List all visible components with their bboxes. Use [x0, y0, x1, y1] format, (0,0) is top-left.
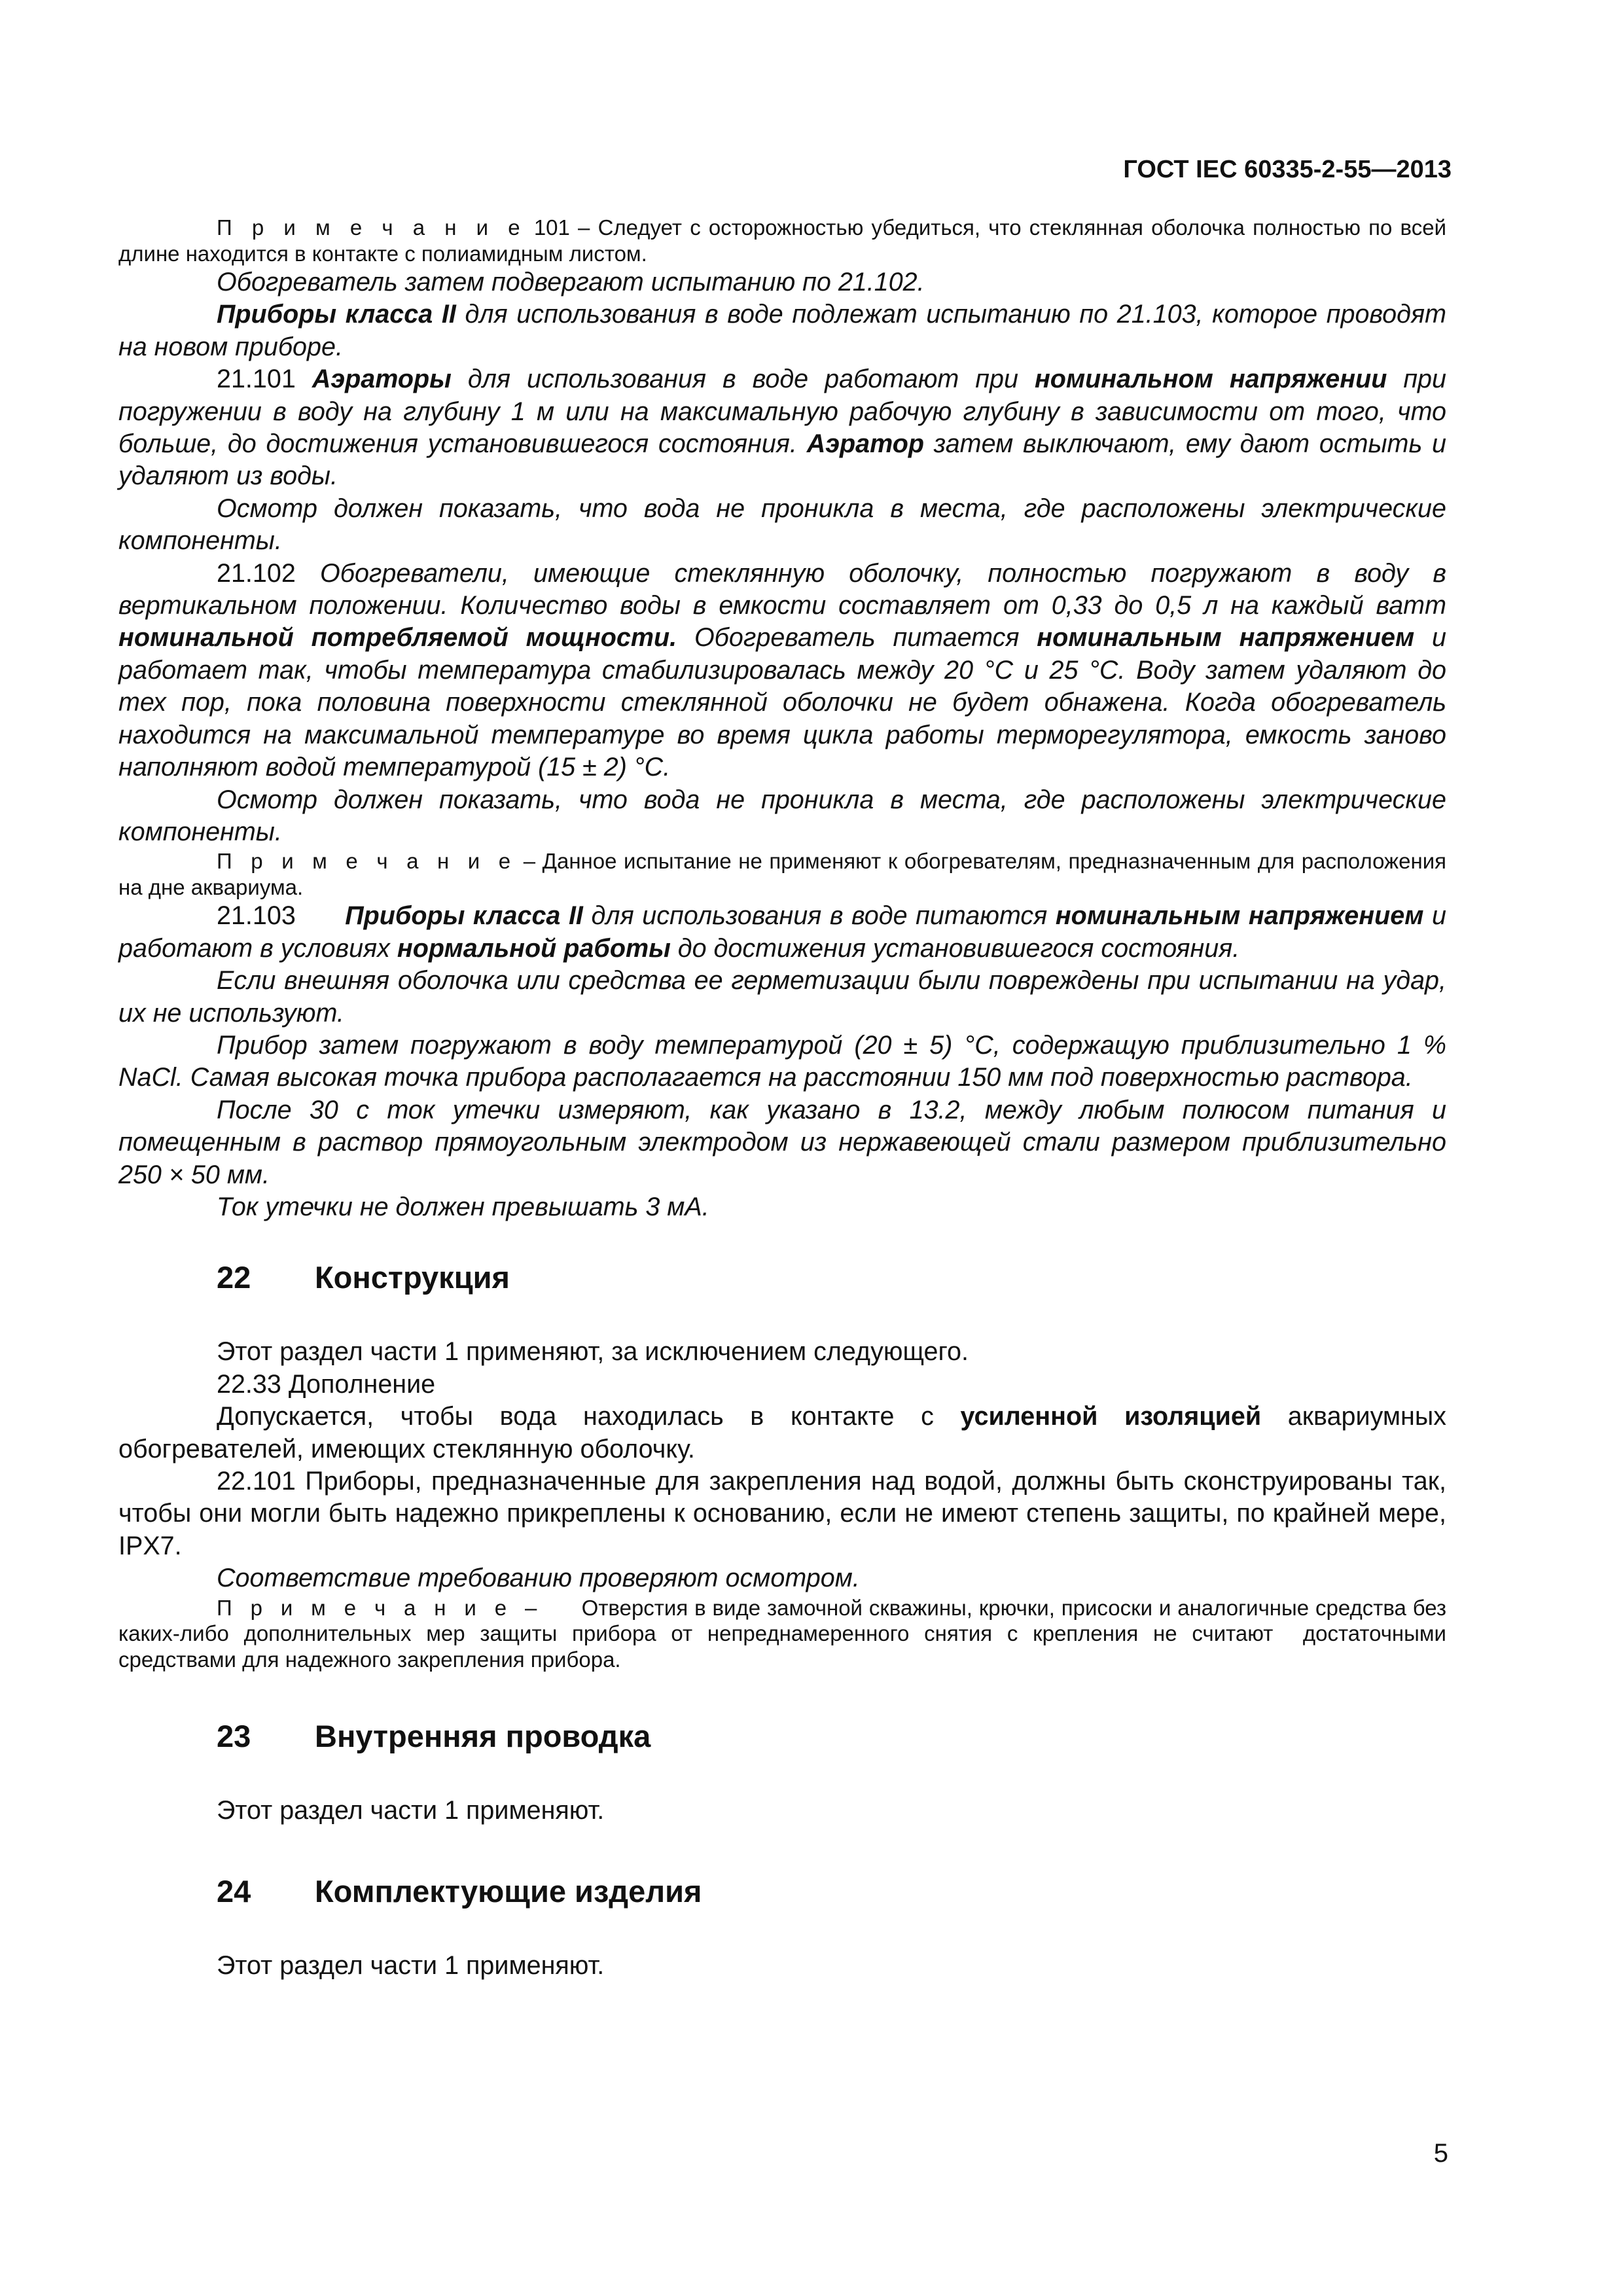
clause-21-102: 21.102 Обогреватели, имеющие стеклянную оболочку, полностью погружают в воду в вертикальном положении. Количество воды в емкости составляет от 0,33 до 0,5 л на каждый ватт номинальной потребляемой мощности. Обогреватель питается номинальным напряжением и работает так, чтобы температура стабилизировалась между 20 °С и 25 °С. Воду затем удаляют до тех пор, пока половина поверхности стеклянной оболочки не будет обнажена. Когда обогреватель находится на максимальной температуре во время цикла работы терморегулятора, емкость заново наполняют водой температурой (15 ± 2) °С.	[118, 558, 1447, 782]
clause-21-103-p3: Прибор затем погружают в воду температурой (20 ± 5) °С, содержащую приблизительно 1 % NaCl. Самая высокая точка прибора располагается на расстоянии 150 мм под поверхностью раствора.	[118, 1030, 1446, 1092]
note-label: П р и м е ч а н и е	[217, 215, 526, 240]
inspection-2: Осмотр должен показать, что вода не проникла в места, где расположены электрические компоненты.	[118, 785, 1446, 846]
class2-test: Приборы класса II для использования в воде подлежат испытанию по 21.103, которое проводят на новом приборе.	[118, 300, 1446, 361]
clause-number: 21.102	[217, 558, 321, 588]
note-label: П р и м е ч а н и е	[217, 849, 517, 874]
section-24-heading	[118, 1873, 1446, 1909]
clause-21-103-p4: После 30 с ток утечки измеряют, как указано в 13.2, между любым полюсом питания и помещенным в раствор прямоугольным электродом из нержавеющей стали размером приблизительно 250 × 50 мм.	[118, 1095, 1446, 1189]
clause-number: 21.101	[217, 365, 312, 394]
section-number: 22	[217, 1260, 251, 1295]
note-label: П р и м е ч а н и е –	[217, 1595, 543, 1620]
clause-21-101: 21.101 Аэраторы для использования в воде работают при номинальном напряжении при погружении в воду на глубину 1 м или на максимальную рабочую глубину в зависимости от того, что больше, до достижения установившегося состояния. Аэратор затем выключают, ему дают остыть и удаляют из воды.	[118, 365, 1446, 491]
section-22-intro: Этот раздел части 1 применяют, за исключением следующего.	[217, 1337, 969, 1367]
heater-test: Обогреватель затем подвергают испытанию по 21.102.	[217, 268, 925, 296]
section-title: Внутренняя проводка	[315, 1719, 651, 1754]
clause-22-33: 22.33 Дополнение	[217, 1369, 436, 1399]
section-24-text: Этот раздел части 1 применяют.	[217, 1950, 605, 1980]
clause-22-101: 22.101 Приборы, предназначенные для закрепления над водой, должны быть сконструированы так, чтобы они могли быть надежно прикреплены к основанию, если не имеют степень защиты, по крайней мере, IPX7.	[118, 1467, 1446, 1560]
note-22: П р и м е ч а н и е – Отверстия в виде замочной скважины, крючки, присоски и аналогичные средства без каких-либо дополнительных мер защиты прибора от непреднамеренного снятия с крепления не считают достаточными средствами для надежного закрепления прибора.	[118, 1595, 1453, 1672]
inspection-1: Осмотр должен показать, что вода не проникла в места, где расположены электрические компоненты.	[118, 493, 1446, 556]
section-title: Комплектующие изделия	[315, 1873, 702, 1909]
section-23-text: Этот раздел части 1 применяют.	[217, 1796, 605, 1825]
section-title: Конструкция	[315, 1260, 510, 1295]
section-number: 24	[217, 1873, 251, 1909]
clause-21-103-p5: Ток утечки не должен превышать 3 мА.	[217, 1192, 709, 1221]
page-number: 5	[1433, 2139, 1448, 2168]
clause-number: 21.103	[217, 901, 304, 931]
compliance-check: Соответствие требованию проверяют осмотром.	[217, 1564, 860, 1593]
section-22-heading	[118, 1259, 1446, 1295]
note-2: П р и м е ч а н и е – Данное испытание не применяют к обогревателям, предназначенным для расположения на дне аквариума.	[118, 849, 1447, 899]
clause-21-103: 21.103 Приборы класса II для использования в воде питаются номинальным напряжением и работают в условиях нормальной работы до достижения установившегося состояния.	[118, 901, 1446, 963]
clause-22-33-text: Допускается, чтобы вода находилась в контакте с усиленной изоляцией аквариумных обогревателей, имеющих стеклянную оболочку.	[118, 1402, 1446, 1463]
section-number: 23	[217, 1719, 251, 1754]
note-101: П р и м е ч а н и е 101 – Следует с осторожностью убедиться, что стеклянная оболочка полностью по всей длине находится в контакте с полиамидным листом.	[118, 215, 1447, 266]
page-content	[118, 215, 1453, 1982]
clause-21-103-p2: Если внешняя оболочка или средства ее герметизации были повреждены при испытании на удар, их не используют.	[118, 966, 1446, 1028]
section-23-heading	[118, 1718, 1446, 1754]
standard-header: ГОСТ IEC 60335-2-55—2013	[1123, 156, 1452, 183]
